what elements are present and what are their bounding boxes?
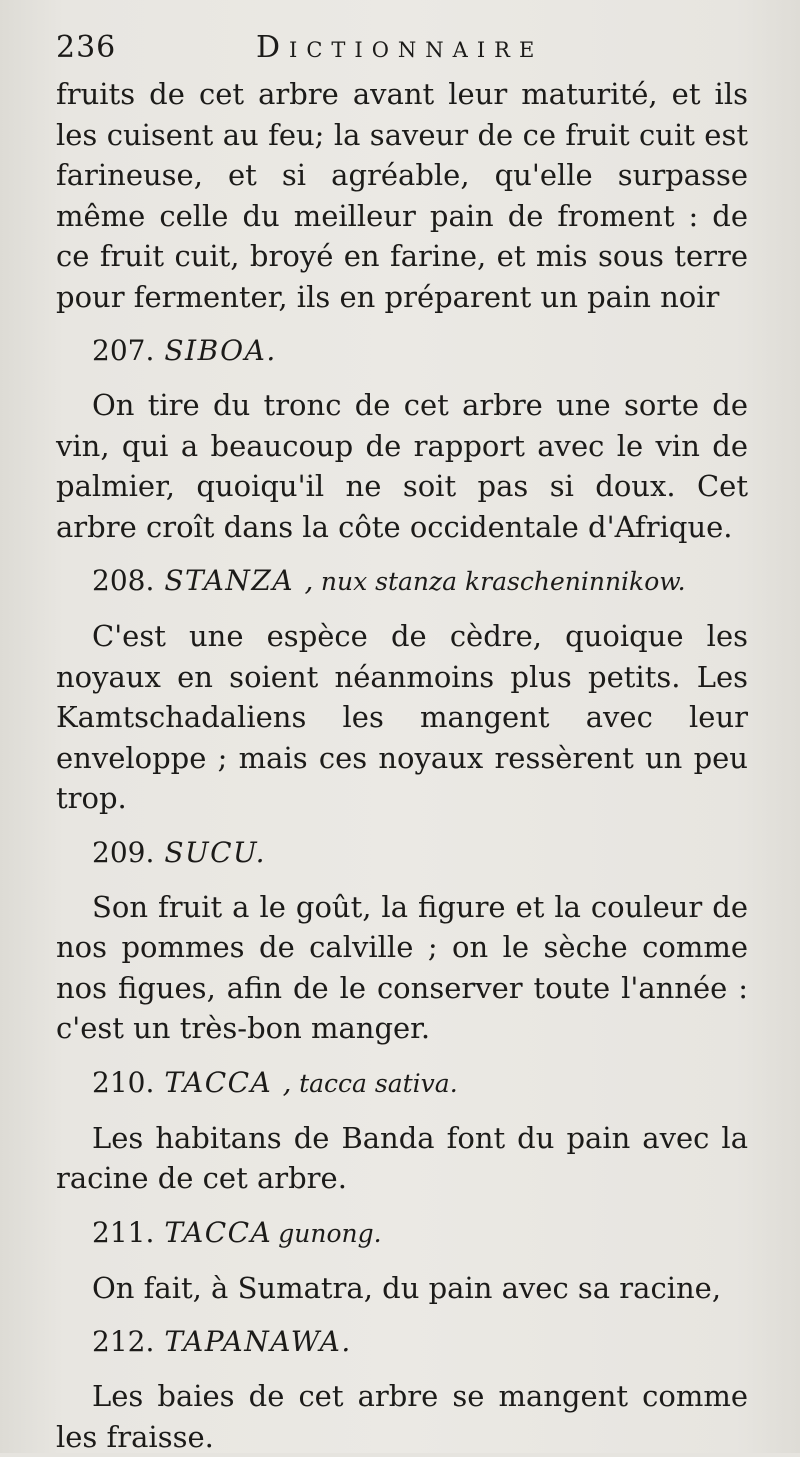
- running-title: Dictionnaire: [256, 30, 544, 65]
- entry-latin-name: nux stanza krascheninnikow.: [320, 567, 686, 596]
- entry-heading: [92, 561, 748, 602]
- page-header: [56, 22, 748, 74]
- continuation-paragraph: fruits de cet arbre avant leur maturité, et ils les cuisent au feu; la saveur de ce fruit cuit est farineuse, et si agréable, qu'elle surpasse même celle du meilleur pain de froment : de ce fruit cuit, broyé en farine, et mis sous terre pour fermenter, ils en préparent un pain noir: [56, 77, 748, 314]
- entry-heading: [92, 1322, 748, 1362]
- page-number: 236: [56, 30, 117, 65]
- entry-number: 212.: [92, 1325, 155, 1358]
- entry-heading: [92, 331, 748, 371]
- entry-number: 208.: [92, 564, 155, 597]
- entry-211: [56, 1213, 748, 1309]
- entry-212: [56, 1322, 748, 1457]
- entry-name: TAPANAWA.: [164, 1325, 352, 1358]
- entry-number: 210.: [92, 1065, 155, 1099]
- entry-text: C'est une espèce de cèdre, quoique les noyaux en soient néanmoins plus petits. Les Kamtschadaliens les mangent avec leur enveloppe ; mais ces noyaux ressèrent un peu trop.: [56, 619, 748, 815]
- entry-208: [56, 561, 748, 819]
- entry-name: TACCA ,: [164, 1065, 294, 1099]
- entry-210: [56, 1063, 748, 1199]
- entry-text: Les habitans de Banda font du pain avec la racine de cet arbre.: [56, 1120, 748, 1195]
- entry-text: On fait, à Sumatra, du pain avec sa racine,: [92, 1270, 722, 1305]
- entry-text: On tire du tronc de cet arbre une sorte de vin, qui a beaucoup de rapport avec le vin de palmier, quoiqu'il ne soit pas si doux. Cet arbre croît dans la côte occidentale d'Afrique.: [56, 388, 748, 544]
- entry-number: 209.: [92, 835, 155, 869]
- entry-heading: [92, 1063, 748, 1104]
- entry-name: SIBOA.: [164, 334, 277, 367]
- entry-name: SUCU.: [164, 835, 266, 869]
- entry-heading: [92, 833, 748, 873]
- entry-number: 207.: [92, 334, 155, 367]
- entry-heading: [92, 1213, 748, 1254]
- entry-207: [56, 331, 748, 547]
- page-body: [56, 74, 748, 1457]
- entry-209: [56, 833, 748, 1049]
- entry-number: 211.: [92, 1215, 155, 1249]
- entry-latin-name: tacca sativa.: [299, 1068, 458, 1098]
- entry-text: Son fruit a le goût, la figure et la couleur de nos pommes de calville ; on le sèche comme nos figues, afin de le conserver toute l'année : c'est un très-bon manger.: [56, 889, 748, 1045]
- entry-name: TACCA: [164, 1215, 273, 1249]
- entry-latin-name: gunong.: [278, 1218, 382, 1248]
- entry-name: STANZA ,: [164, 564, 315, 597]
- entry-text: Les baies de cet arbre se mangent comme les fraisse.: [56, 1379, 748, 1454]
